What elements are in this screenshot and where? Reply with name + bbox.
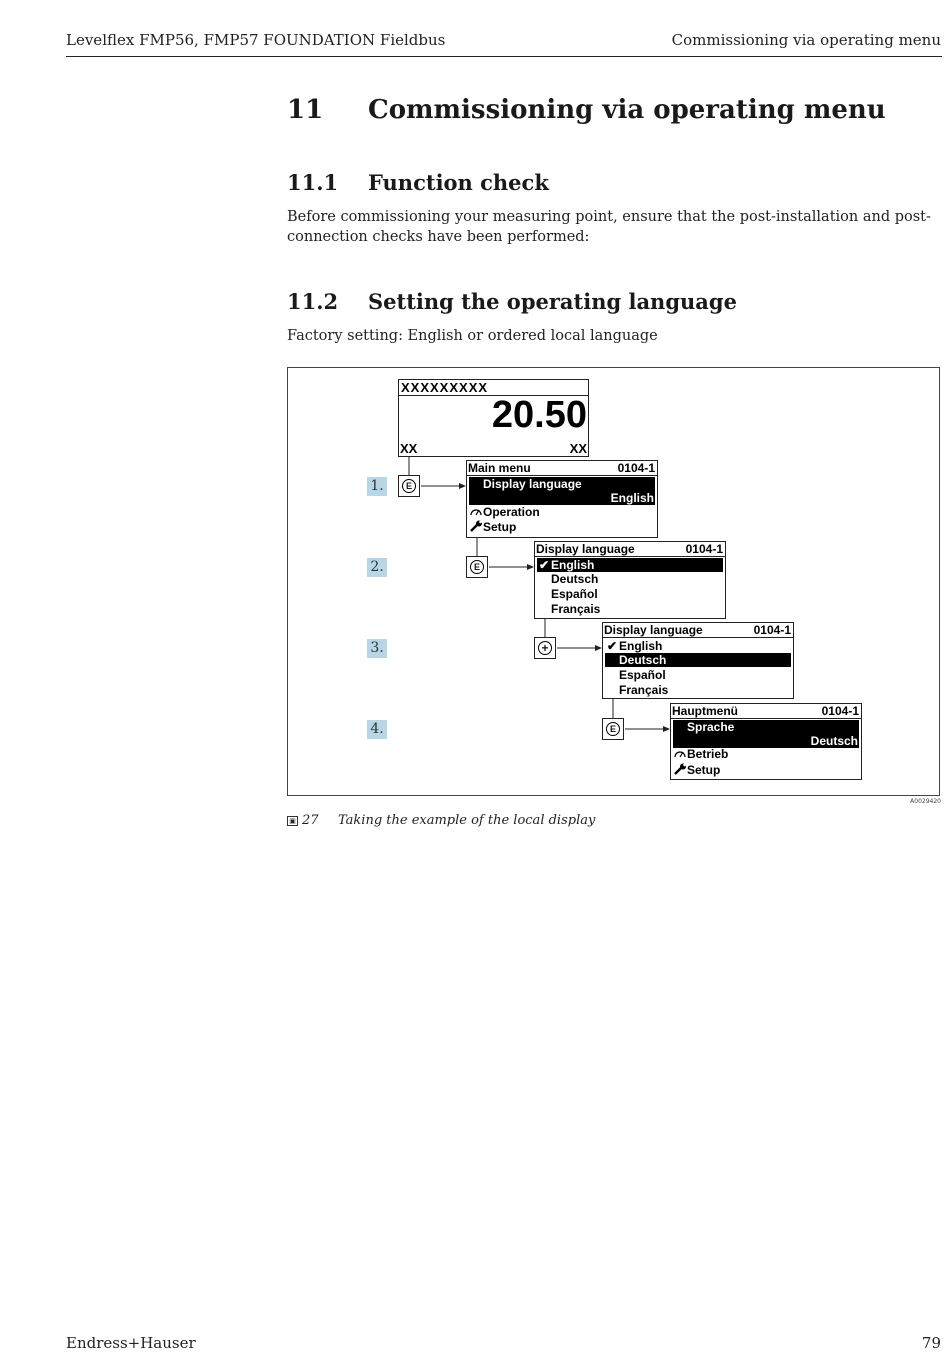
display-bottom-right: XX (569, 441, 587, 456)
display-top-label: XXXXXXXXX (401, 380, 489, 395)
step-label: 3. (367, 639, 387, 658)
option-english: English (619, 639, 663, 653)
page-number: 79 (921, 1334, 941, 1352)
footer-brand: Endress+Hauser (66, 1334, 196, 1352)
plus-key-icon: + (538, 641, 552, 655)
display-bottom-left: XX (400, 441, 418, 456)
plus-key (534, 637, 556, 659)
screen-display-language (534, 541, 726, 619)
screen-title: Hauptmenü (672, 704, 738, 718)
section-number: 11.2 (287, 289, 339, 314)
step-label: 2. (367, 558, 387, 577)
screen-code: 0104-1 (685, 542, 723, 556)
section-number: 11.1 (287, 170, 339, 195)
checkmark-icon: ✔ (538, 558, 550, 572)
step-label: 4. (367, 720, 387, 739)
header-doc-title: Levelflex FMP56, FMP57 FOUNDATION Fieldbus (66, 31, 446, 49)
selected-item (469, 477, 655, 505)
enter-key-icon: E (402, 479, 416, 493)
option-english: English (551, 558, 595, 572)
screen-code: 0104-1 (753, 623, 791, 637)
section-paragraph: Factory setting: English or ordered local language (287, 328, 658, 344)
figure-icon: ▣ (287, 816, 298, 826)
figure-id: A0029420 (910, 798, 941, 805)
option-deutsch: Deutsch (551, 572, 599, 586)
enter-key-icon: E (470, 560, 484, 574)
option-francais: Français (551, 602, 601, 616)
option-espanol: Español (619, 668, 666, 682)
screen-title: Main menu (468, 461, 531, 475)
menu-item-betrieb: Betrieb (687, 747, 729, 761)
selected-item-value: Deutsch (810, 734, 858, 748)
screen-code: 0104-1 (821, 704, 859, 718)
chapter-title: Commissioning via operating menu (368, 95, 886, 125)
screen-display-language (602, 622, 794, 699)
screen-code: 0104-1 (617, 461, 655, 475)
figure-number: 27 (302, 813, 319, 828)
selected-item-label: Display language (483, 477, 582, 491)
option-deutsch: Deutsch (605, 653, 791, 667)
header-chapter-title: Commissioning via operating menu (671, 31, 941, 49)
section-title: Setting the operating language (368, 289, 737, 314)
menu-item-setup: Setup (687, 763, 721, 777)
section-title: Function check (368, 170, 549, 195)
display-value: 20.50 (491, 394, 587, 436)
menu-item-setup: Setup (483, 520, 517, 534)
selected-item-label: Sprache (687, 720, 735, 734)
figure-caption (287, 813, 595, 828)
section-paragraph: Before commissioning your measuring point, ensure that the post-installation and post-connection checks have been performed: (287, 209, 931, 245)
selected-item-value: English (610, 491, 654, 505)
selected-item (673, 720, 859, 748)
enter-key (602, 718, 624, 740)
menu-item-operation: Operation (483, 505, 540, 519)
screen-main-menu (466, 460, 658, 538)
figure-caption-text: Taking the example of the local display (338, 813, 596, 828)
chapter-number: 11 (287, 95, 324, 125)
enter-key (398, 475, 420, 497)
wrench-icon (469, 520, 483, 532)
enter-key-icon: E (606, 722, 620, 736)
gauge-icon (469, 505, 483, 517)
wrench-icon (673, 763, 687, 775)
gauge-icon (673, 747, 687, 759)
option-francais: Français (619, 683, 669, 697)
step-label: 1. (367, 477, 387, 496)
screen-title: Display language (536, 542, 635, 556)
option-espanol: Español (551, 587, 598, 601)
checkmark-icon: ✔ (606, 639, 618, 653)
measured-value-display (398, 379, 589, 457)
screen-title: Display language (604, 623, 703, 637)
screen-hauptmenue (670, 703, 862, 780)
enter-key (466, 556, 488, 578)
